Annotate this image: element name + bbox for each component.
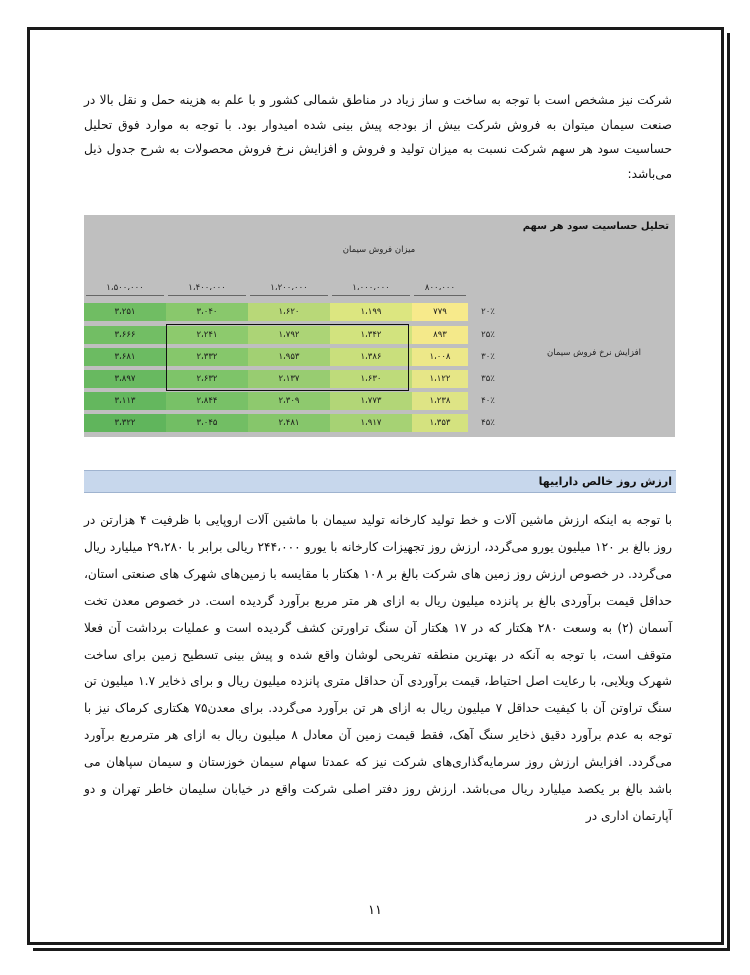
intro-paragraph: شرکت نیز مشخص است با توجه به ساخت و ساز زیاد در مناطق شمالی کشور و با علم به هزینه حمل و نقل بالا در صنعت سیمان میتوان به فروش شرکت بیش از بودجه پیش بینی شده امیدوار بود. با توجه به موارد فوق تحلیل حساسیت سود هر سهم شرکت نسبت به میزان تولید و فروش و افزایش نرخ فروش محصولات به شرح جدول ذیل می‌باشد: (84, 93, 672, 181)
table-cell: ۱،۷۹۲ (248, 326, 330, 344)
table-cell: ۳،۰۴۰ (166, 303, 248, 321)
table-cell: ۱،۹۵۳ (248, 348, 330, 366)
table-cell: ۱،۷۷۳ (330, 392, 412, 410)
table-cell: ۱،۲۳۸ (412, 392, 468, 410)
column-header: ۱،۰۰۰،۰۰۰ (332, 283, 410, 296)
table-cell: ۲،۸۴۴ (166, 392, 248, 410)
table-cell: ۲،۶۳۲ (166, 370, 248, 388)
section-heading (84, 470, 676, 493)
row-label: ۴۰٪ (481, 396, 495, 406)
table-cell: ۱،۶۳۰ (330, 370, 412, 388)
table-cell: ۱،۹۱۷ (330, 414, 412, 432)
table-cell: ۲،۲۴۱ (166, 326, 248, 344)
table-cell: ۱،۳۵۳ (412, 414, 468, 432)
table-cell: ۳،۳۲۲ (84, 414, 166, 432)
table-title: تحلیل حساسیت سود هر سهم (522, 221, 669, 232)
column-header: ۸۰۰،۰۰۰ (414, 283, 466, 296)
table-cell: ۳،۲۵۱ (84, 303, 166, 321)
row-label: ۳۰٪ (481, 352, 495, 362)
table-cell: ۱،۳۸۶ (330, 348, 412, 366)
table-cell: ۳،۶۸۱ (84, 348, 166, 366)
table-cell: ۸۹۳ (412, 326, 468, 344)
table-cell: ۳،۱۱۳ (84, 392, 166, 410)
table-cell: ۳،۸۹۷ (84, 370, 166, 388)
table-cell: ۲،۱۳۷ (248, 370, 330, 388)
table-cell: ۱،۰۰۸ (412, 348, 468, 366)
table-cell: ۳،۰۴۵ (166, 414, 248, 432)
table-cell: ۱،۱۹۹ (330, 303, 412, 321)
section-heading-text: ارزش روز خالص داراییها (538, 475, 672, 488)
page-number: ۱۱ (368, 903, 382, 918)
row-label: ۳۵٪ (481, 374, 495, 384)
row-label: ۲۰٪ (481, 307, 495, 317)
table-subtitle: میزان فروش سیمان (342, 245, 416, 255)
column-header: ۱،۵۰۰،۰۰۰ (86, 283, 164, 296)
table-cell: ۱،۳۴۲ (330, 326, 412, 344)
table-cell: ۲،۴۸۱ (248, 414, 330, 432)
table-cell: ۲،۳۳۲ (166, 348, 248, 366)
table-cell: ۷۷۹ (412, 303, 468, 321)
body-paragraph: با توجه به اینکه ارزش ماشین آلات و خط تولید کارخانه تولید سیمان با ماشین آلات اروپایی با ظرفیت ۴ هزارتن در روز بالغ بر ۱۲۰ میلیون یورو می‌گردد، ارزش روز تجهیزات کارخانه با یورو ۲۴۴،۰۰۰ ریالی برابر با ۲۹،۲۸۰ میلیارد ریال می‌گردد. در خصوص ارزش روز زمین های شرکت بالغ بر ۱۰۸ هکتار با مقایسه با زمین‌های شهرک های صنعتی استان، حداقل قیمت برآوردی بالغ بر پانزده میلیون ریال به ازای هر متر مربع برآورد گردیده است. در خصوص معدن تخت آسمان (۲) به وسعت ۲۸۰ هکتار که در ۱۷ هکتار آن سنگ تراورتن کشف گردیده است و عملیات برداشت آن فعلا متوقف است، با توجه به آنکه در بهترین منطقه تفریحی لوشان واقع شده و پیش بینی تسطیح زمین برای ساخت شهرک ویلایی، با رعایت اصل احتیاط، قیمت برآوردی آن حداقل متری پانزده میلیون ریال و برای ذخایر ۱.۷ میلیون تن سنگ تراوتن آن با کیفیت حداقل ۷ میلیون ریال به ازای هر تن برآورد می‌گردد. برای معدن۷۵ هکتاری کرماک نیز با توجه به عدم برآورد دقیق ذخایر سنگ آهک، فقط قیمت زمین آن معادل ۸ میلیون ریال به ازای هر مترمربع برآورد می‌گردد. افزایش ارزش روز سرمایه‌گذاری‌های شرکت نیز که عمدتا سهام سیمان خوزستان و سیمان سپاهان می باشد بالغ بر یکصد میلیارد ریال می‌باشد. ارزش روز دفتر اصلی شرکت واقع در خیابان سلیمان خاطر تهران و دو آپارتمان اداری در (84, 513, 673, 823)
row-group-label: افزایش نرخ فروش سیمان (547, 348, 641, 358)
row-label: ۲۵٪ (481, 330, 495, 340)
sensitivity-table (84, 215, 675, 437)
column-header: ۱،۴۰۰،۰۰۰ (168, 283, 246, 296)
table-cell: ۱،۱۲۲ (412, 370, 468, 388)
table-cell: ۲،۳۰۹ (248, 392, 330, 410)
table-cell: ۱،۶۲۰ (248, 303, 330, 321)
column-header: ۱،۲۰۰،۰۰۰ (250, 283, 328, 296)
table-cell: ۳،۶۶۶ (84, 326, 166, 344)
row-label: ۴۵٪ (481, 418, 495, 428)
